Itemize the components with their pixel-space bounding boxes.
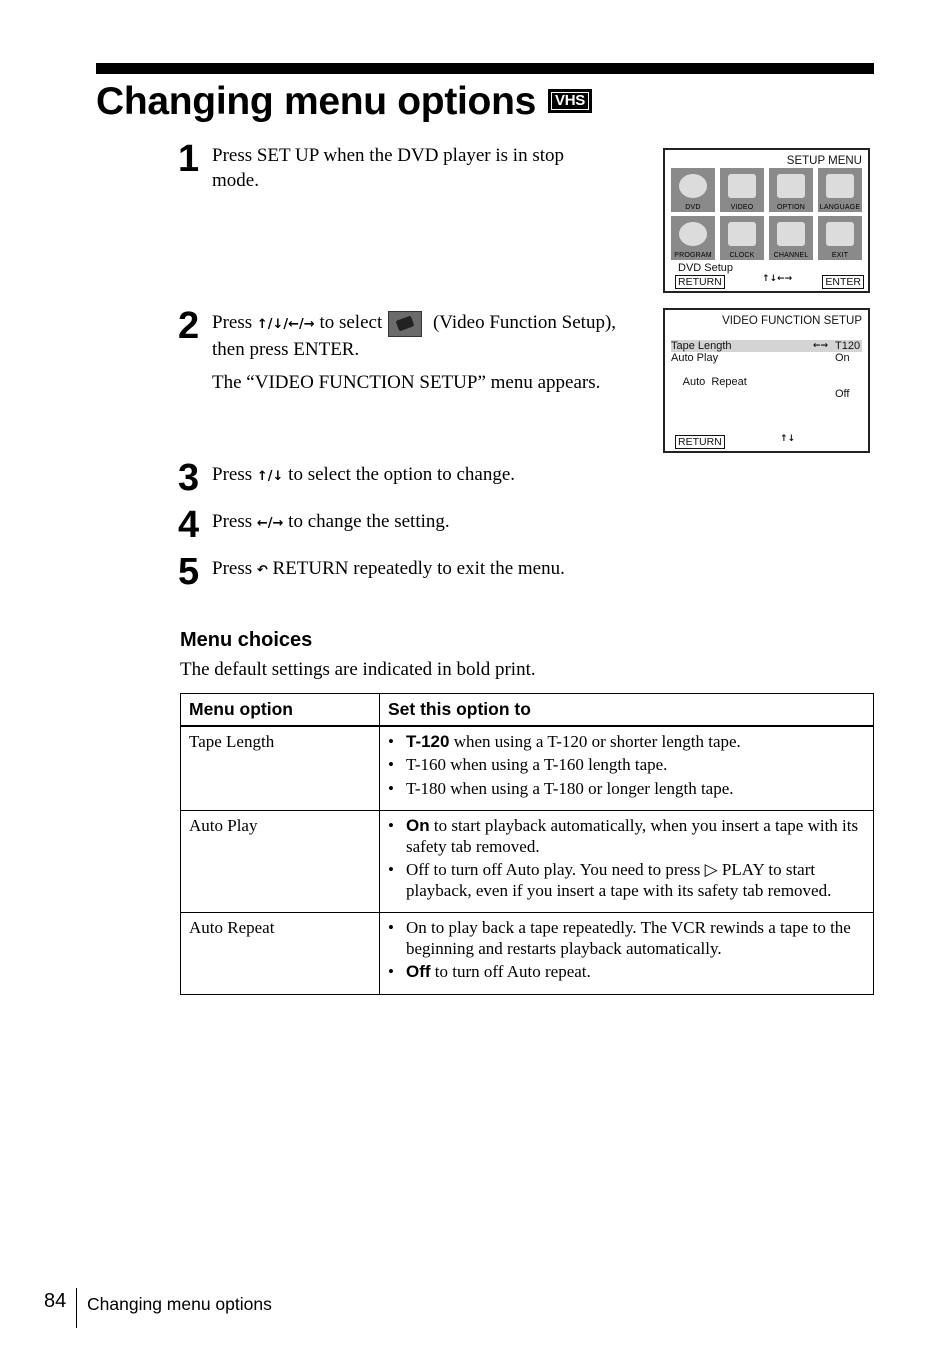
column-header: Set this option to [380,694,874,726]
up-down-arrows-icon: ↑/↓ [256,469,284,484]
step-text-part: to change the setting. [288,511,450,532]
page-title: Changing menu options VHS [96,80,592,124]
cassette-icon [728,174,756,198]
item-text: when using a T-120 or shorter length tape. [449,731,741,751]
footer-divider [76,1288,77,1328]
table-row [181,726,874,811]
option-cell: Auto Play [181,811,380,913]
section-heading: Menu choices [180,629,313,651]
option-cell: Tape Length [181,726,380,811]
step-text-part: Press [212,464,253,485]
settings-cell [380,913,874,995]
item-text: T-160 when using a T-160 length tape. [406,755,668,774]
row-value: Off [835,388,850,400]
exit-icon [826,222,854,246]
return-label: RETURN [675,435,725,449]
list-item [406,816,865,857]
row-value: On [835,352,850,364]
step-text-part: Press [212,558,253,579]
list-item [406,962,865,983]
menu-row-tape-length [671,340,862,352]
language-icon [826,174,854,198]
column-header: Menu option [181,694,380,726]
setup-icon-grid [671,168,865,260]
dvd-tile [671,168,715,212]
section-note: The default settings are indicated in bold print. [180,659,536,680]
item-text: to turn off Auto repeat. [430,962,591,981]
step-text-part: Press [212,511,253,532]
table-header-row [181,694,874,726]
page-number: 84 [44,1290,67,1312]
option-cell: Auto Repeat [181,913,380,995]
program-tile [671,216,715,260]
step-number: 4 [178,504,200,546]
arrow-keys-icon: ↑/↓/←/→ [256,317,315,332]
item-text: Off to turn off Auto play. You need to press ▷ PLAY to start playback, even if you insert a tape with its safety tab removed. [406,860,832,900]
list-item [406,860,865,901]
table-row [181,811,874,913]
option-tile [769,168,813,212]
menu-choices-table [180,693,874,995]
default-value: T-120 [406,731,450,751]
step-text-part: Press [212,312,253,333]
tile-label: PROGRAM [674,252,712,259]
language-tile [818,168,862,212]
channel-icon [777,222,805,246]
item-text: On to play back a tape repeatedly. The VCR rewinds a tape to the beginning and restarts playback automatically. [406,918,851,958]
vhs-badge: VHS [548,89,592,113]
enter-label: ENTER [822,275,864,289]
step-text [212,462,672,489]
video-function-icon [388,311,422,337]
up-down-arrows-icon: ↑↓ [780,434,796,444]
exit-tile [818,216,862,260]
step-text [212,310,642,395]
option-icon [777,174,805,198]
video-function-setup-screen [663,308,870,453]
left-right-arrows-icon: ←→ [813,341,829,351]
tile-label: CLOCK [729,252,755,259]
step-number: 1 [178,138,200,180]
return-icon: ↶ [256,563,268,578]
list-item [406,918,865,959]
step-text: Press SET UP when the DVD player is in stop mode. [212,145,565,191]
tile-label: DVD [685,204,701,211]
disc-icon [679,174,707,198]
menu-row-auto-play [671,352,862,364]
step-number: 5 [178,551,200,593]
setup-status: DVD Setup [678,262,734,274]
row-value: T120 [835,340,861,352]
row-label: Tape Length [671,340,732,352]
item-text: T-180 when using a T-180 or longer length tape. [406,778,734,798]
step-number: 3 [178,457,200,499]
tile-label: OPTION [776,204,806,211]
list-item [406,755,865,776]
list-item [406,779,865,800]
setup-menu-screen [663,148,870,293]
left-right-arrows-icon: ←/→ [256,516,284,531]
default-value: Off [406,962,431,981]
return-label: RETURN [675,275,725,289]
table-row [181,913,874,995]
settings-cell [380,811,874,913]
video-tile [720,168,764,212]
step-number: 2 [178,305,200,347]
step-text-part: (Video Function Setup), then press ENTER. [212,312,617,360]
channel-tile [769,216,813,260]
row-label: Auto Repeat [682,376,747,388]
row-label: Auto Play [671,352,719,364]
program-icon [679,222,707,246]
list-item [406,732,865,753]
default-value: On [406,816,430,835]
tile-label: VIDEO [730,204,754,211]
tile-label: EXIT [831,252,849,259]
menu-row-auto-repeat [671,364,862,400]
footer-section-title: Changing menu options [87,1294,272,1314]
item-text: to start playback automatically, when you insert a tape with its safety tab removed. [406,816,859,856]
tile-label: CHANNEL [773,252,809,259]
nav-arrows-icon: ↑↓←→ [762,274,793,284]
step-text-part: to select [319,312,383,333]
screen-title: VIDEO FUNCTION SETUP [722,315,862,327]
step-text [212,556,672,583]
step-text-part: to select the option to change. [288,464,516,485]
tile-label: LANGUAGE [819,204,861,211]
step-text-part: RETURN repeatedly to exit the menu. [272,558,565,579]
clock-icon [728,222,756,246]
step-text [212,509,672,536]
title-rule [96,63,874,74]
clock-tile [720,216,764,260]
settings-cell [380,726,874,811]
step-note: The “VIDEO FUNCTION SETUP” menu appears. [212,372,601,393]
screen-title: SETUP MENU [786,155,862,167]
